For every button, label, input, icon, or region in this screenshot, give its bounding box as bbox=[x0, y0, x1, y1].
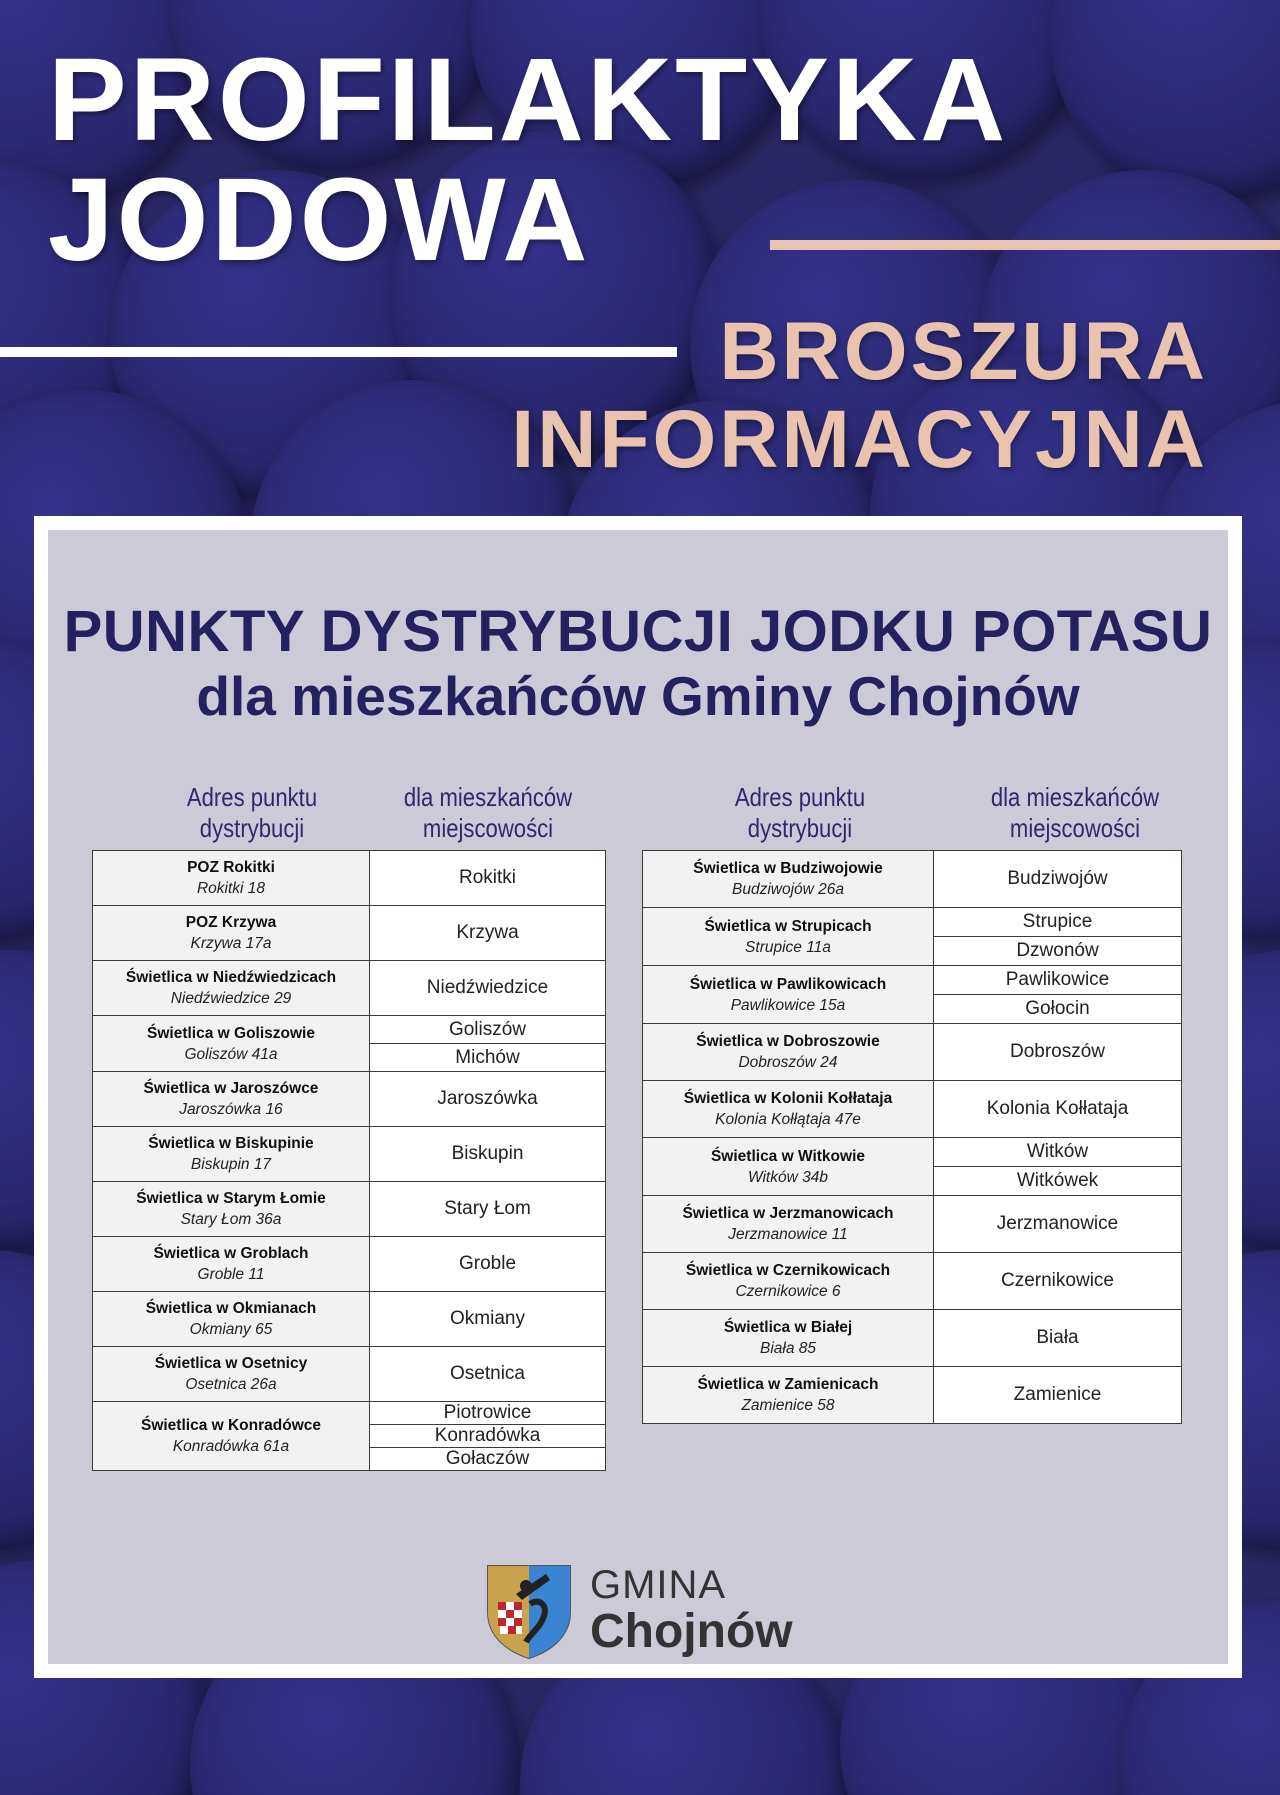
table-row bbox=[93, 1347, 606, 1402]
col-header-text: dla mieszkańców bbox=[403, 782, 573, 812]
point-name: Świetlica w Biskupinie bbox=[148, 1135, 314, 1152]
point-name: Świetlica w Jaroszówce bbox=[143, 1080, 319, 1097]
table-row bbox=[643, 1138, 1182, 1167]
right-col-header-address bbox=[673, 782, 928, 844]
point-address: Czernikowice 6 bbox=[735, 1283, 841, 1300]
title-line-1: PROFILAKTYKA bbox=[48, 34, 1009, 166]
point-name: Świetlica w Goliszowie bbox=[147, 1024, 315, 1042]
point-name: Świetlica w Okmianach bbox=[145, 1300, 317, 1317]
point-name: POZ Krzywa bbox=[185, 914, 277, 931]
distribution-point-cell bbox=[643, 1310, 934, 1367]
town-cell: Osetnica bbox=[370, 1347, 606, 1402]
table-row bbox=[643, 966, 1182, 995]
subtitle-line-1: BROSZURA bbox=[719, 306, 1208, 397]
town-cell: Pawlikowice bbox=[934, 966, 1182, 995]
point-address: Biała 85 bbox=[759, 1340, 816, 1357]
table-row bbox=[93, 1016, 606, 1044]
town-cell: Krzywa bbox=[370, 906, 606, 961]
table-row bbox=[93, 1127, 606, 1182]
point-name: Świetlica w Pawlikowicach bbox=[689, 975, 887, 993]
heading-line-1: PUNKTY DYSTRYBUCJI JODKU POTASU bbox=[63, 599, 1213, 664]
table-row bbox=[93, 961, 606, 1016]
col-header-text: Adres punktu bbox=[186, 782, 318, 812]
table-row bbox=[643, 851, 1182, 908]
logo-line-2: Chojnów bbox=[590, 1605, 793, 1658]
point-address: Osetnica 26a bbox=[185, 1376, 277, 1393]
point-address: Zamienice 58 bbox=[741, 1397, 835, 1414]
town-cell: Witków bbox=[934, 1138, 1182, 1167]
distribution-point-cell bbox=[93, 961, 370, 1016]
point-address: Goliszów 41a bbox=[184, 1045, 278, 1063]
col-header-text: miejscowości bbox=[422, 813, 554, 843]
point-name: Świetlica w Budziwojowie bbox=[693, 860, 883, 877]
table-row bbox=[643, 1310, 1182, 1367]
town-cell: Rokitki bbox=[370, 851, 606, 906]
left-col-header-address bbox=[125, 782, 380, 844]
town-cell: Biała bbox=[934, 1310, 1182, 1367]
pill-disc bbox=[1050, 0, 1280, 200]
point-address: Jaroszówka 16 bbox=[179, 1101, 283, 1118]
town-cell: Konradówka bbox=[370, 1425, 606, 1448]
point-address: Konradówka 61a bbox=[172, 1438, 290, 1455]
distribution-point-cell bbox=[643, 1024, 934, 1081]
point-name: Świetlica w Jerzmanowicach bbox=[682, 1205, 894, 1222]
point-address: Rokitki 18 bbox=[196, 880, 266, 897]
point-address: Niedźwiedzice 29 bbox=[170, 990, 292, 1007]
point-address: Dobroszów 24 bbox=[738, 1054, 838, 1071]
town-cell: Kolonia Kołłataja bbox=[934, 1081, 1182, 1138]
town-cell: Piotrowice bbox=[370, 1402, 606, 1425]
panel-heading bbox=[48, 600, 1228, 728]
town-cell: Witkówek bbox=[934, 1167, 1182, 1196]
point-name: Świetlica w Starym Łomie bbox=[136, 1190, 326, 1207]
point-address: Budziwojów 26a bbox=[731, 881, 844, 898]
table-row bbox=[643, 1367, 1182, 1424]
table-row bbox=[643, 908, 1182, 937]
point-address: Krzywa 17a bbox=[190, 935, 272, 952]
town-cell: Biskupin bbox=[370, 1127, 606, 1182]
point-name: Świetlica w Osetnicy bbox=[154, 1355, 308, 1372]
distribution-point-cell bbox=[93, 1016, 370, 1072]
point-address: Witków 34b bbox=[748, 1168, 828, 1186]
table-row bbox=[93, 906, 606, 961]
point-name: Świetlica w Witkowie bbox=[710, 1147, 866, 1165]
distribution-point-cell bbox=[643, 908, 934, 966]
distribution-point-cell bbox=[93, 1292, 370, 1347]
point-address: Jerzmanowice 11 bbox=[728, 1226, 848, 1243]
point-address: Strupice 11a bbox=[745, 938, 831, 956]
title-line-2: JODOWA bbox=[48, 154, 591, 286]
distribution-point-cell bbox=[643, 851, 934, 908]
info-panel bbox=[34, 516, 1242, 1678]
table-row bbox=[93, 1237, 606, 1292]
town-cell: Niedźwiedzice bbox=[370, 961, 606, 1016]
subtitle-line-2: INFORMACYJNA bbox=[511, 394, 1208, 485]
point-name: Świetlica w Kolonii Kołłataja bbox=[683, 1090, 893, 1107]
col-header-text: miejscowości bbox=[1009, 813, 1141, 843]
table-row bbox=[93, 1292, 606, 1347]
distribution-point-cell bbox=[93, 906, 370, 961]
point-name: Świetlica w Białej bbox=[723, 1319, 853, 1336]
col-header-text: dystrybucji bbox=[199, 813, 305, 843]
point-name: POZ Rokitki bbox=[187, 859, 275, 876]
distribution-point-cell bbox=[643, 1196, 934, 1253]
point-address: Okmiany 65 bbox=[189, 1321, 273, 1338]
town-cell: Dobroszów bbox=[934, 1024, 1182, 1081]
distribution-point-cell bbox=[93, 1347, 370, 1402]
point-name: Świetlica w Czernikowicach bbox=[685, 1262, 891, 1279]
table-row bbox=[643, 1253, 1182, 1310]
town-cell: Dzwonów bbox=[934, 937, 1182, 966]
town-cell: Strupice bbox=[934, 908, 1182, 937]
town-cell: Jerzmanowice bbox=[934, 1196, 1182, 1253]
town-cell: Groble bbox=[370, 1237, 606, 1292]
page-subtitle bbox=[511, 308, 1208, 484]
town-cell: Jaroszówka bbox=[370, 1072, 606, 1127]
col-header-text: dystrybucji bbox=[747, 813, 853, 843]
town-cell: Zamienice bbox=[934, 1367, 1182, 1424]
point-address: Groble 11 bbox=[197, 1266, 265, 1283]
distribution-point-cell bbox=[643, 1081, 934, 1138]
distribution-table-right bbox=[642, 850, 1182, 1424]
table-row bbox=[93, 851, 606, 906]
town-cell: Okmiany bbox=[370, 1292, 606, 1347]
logo-line-1: GMINA bbox=[590, 1563, 727, 1607]
point-address: Stary Łom 36a bbox=[180, 1211, 282, 1228]
distribution-point-cell bbox=[93, 1182, 370, 1237]
table-row bbox=[643, 1196, 1182, 1253]
distribution-point-cell bbox=[93, 1402, 370, 1471]
left-col-header-residents bbox=[361, 782, 616, 844]
point-address: Pawlikowice 15a bbox=[730, 996, 846, 1014]
point-address: Biskupin 17 bbox=[190, 1156, 272, 1173]
town-cell: Czernikowice bbox=[934, 1253, 1182, 1310]
town-cell: Gołocin bbox=[934, 995, 1182, 1024]
distribution-point-cell bbox=[93, 1237, 370, 1292]
town-cell: Budziwojów bbox=[934, 851, 1182, 908]
table-row bbox=[93, 1072, 606, 1127]
point-name: Świetlica w Dobroszowie bbox=[696, 1033, 880, 1050]
town-cell: Goliszów bbox=[370, 1016, 606, 1044]
info-panel-inner bbox=[48, 530, 1228, 1664]
distribution-point-cell bbox=[93, 851, 370, 906]
heading-line-2: dla mieszkańców Gminy Chojnów bbox=[196, 665, 1080, 727]
point-address: Kolonia Kołłątaja 47e bbox=[715, 1111, 861, 1128]
col-header-text: dla mieszkańców bbox=[990, 782, 1160, 812]
table-row bbox=[93, 1182, 606, 1237]
gmina-logo-text bbox=[590, 1564, 793, 1658]
town-cell: Michów bbox=[370, 1044, 606, 1072]
distribution-point-cell bbox=[643, 1253, 934, 1310]
col-header-text: Adres punktu bbox=[734, 782, 866, 812]
point-name: Świetlica w Strupicach bbox=[704, 917, 872, 935]
town-cell: Gołaczów bbox=[370, 1448, 606, 1471]
table-row bbox=[643, 1081, 1182, 1138]
distribution-table-left bbox=[92, 850, 606, 1471]
distribution-point-cell bbox=[643, 966, 934, 1024]
point-name: Świetlica w Niedźwiedzicach bbox=[125, 969, 337, 986]
coat-of-arms-icon bbox=[486, 1564, 572, 1660]
point-name: Świetlica w Groblach bbox=[153, 1245, 309, 1262]
right-col-header-residents bbox=[948, 782, 1203, 844]
distribution-point-cell bbox=[93, 1072, 370, 1127]
table-row bbox=[643, 1024, 1182, 1081]
decorative-line-peach bbox=[770, 240, 1280, 250]
table-row bbox=[93, 1402, 606, 1425]
point-name: Świetlica w Konradówce bbox=[140, 1417, 322, 1434]
distribution-point-cell bbox=[93, 1127, 370, 1182]
distribution-point-cell bbox=[643, 1138, 934, 1196]
town-cell: Stary Łom bbox=[370, 1182, 606, 1237]
distribution-point-cell bbox=[643, 1367, 934, 1424]
point-name: Świetlica w Zamienicach bbox=[697, 1376, 879, 1393]
